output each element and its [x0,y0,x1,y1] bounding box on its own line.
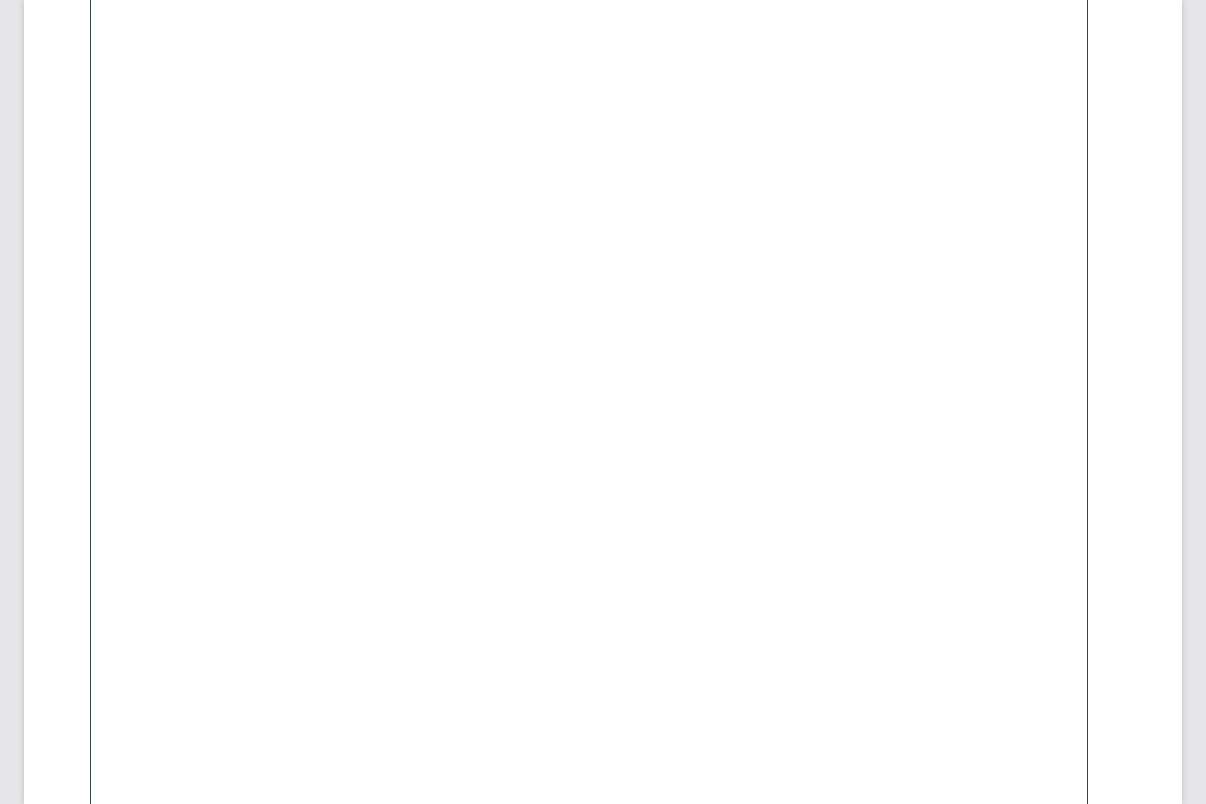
document-page [24,0,1182,804]
stallion-ranking-table [90,0,1088,804]
